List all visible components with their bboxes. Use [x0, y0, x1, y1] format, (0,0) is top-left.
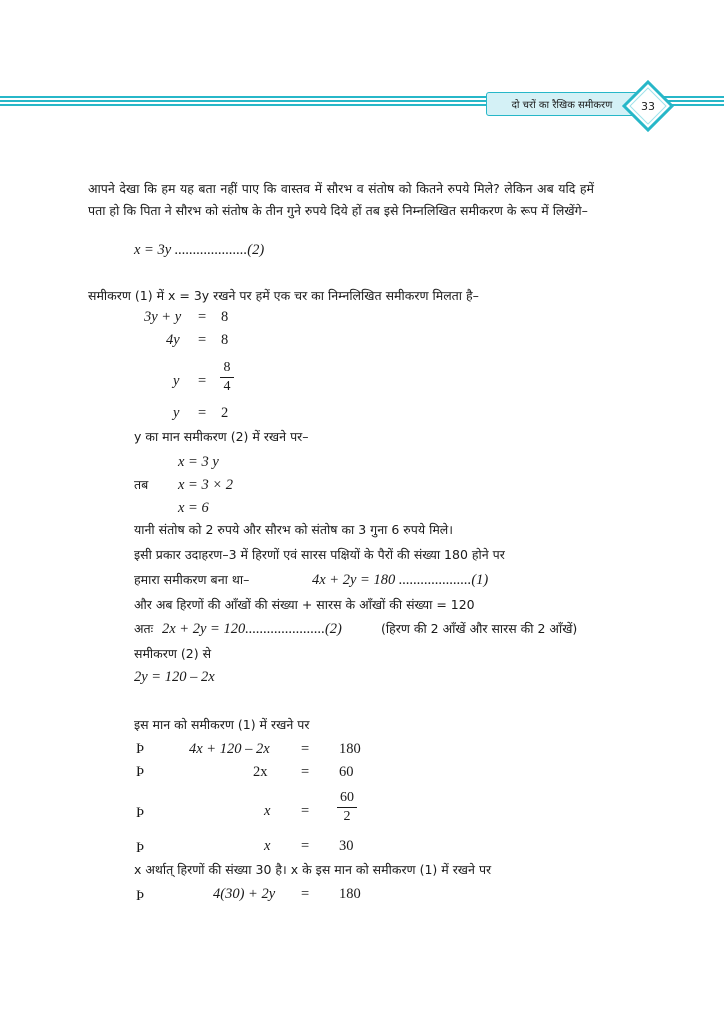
example3-line: इसी प्रकार उदाहरण–3 में हिरणों एवं सारस पक्षियों के पैरों की संख्या 180 होने पर [134, 547, 505, 562]
x-eq-2: x = 3 × 2 [178, 477, 234, 493]
step1-rhs: 8 [221, 309, 229, 325]
intro-paragraph: आपने देखा कि हम यह बता नहीं पाए कि वास्तव में सौरभ व संतोष को कितने रुपये मिले? लेकिन अब यदि हमें पता हो कि पिता ने सौरभ को संतोष के तीन गुने रुपये दिये हों तब इसे निम्नलिखित समीकरण के रूप में लिखेंगे– [88, 181, 594, 218]
step1-lhs: 3y + y [144, 309, 182, 325]
equation-2: x = 3y ....................(2) [134, 242, 265, 258]
hence-equation: 2x + 2y = 120......................(2) [162, 621, 342, 637]
result-line: यानी संतोष को 2 रुपये और सौरभ को संतोष का 3 गुना 6 रुपये मिले। [134, 522, 454, 537]
page-number: 33 [641, 99, 655, 113]
step3-fraction [220, 360, 234, 395]
s3-denominator: 2 [343, 809, 351, 824]
s5-eq: = [301, 886, 310, 902]
step2-lhs: 4y [166, 332, 180, 348]
chapter-title: दो चरों का रैखिक समीकरण [486, 92, 638, 116]
s2-rhs: 60 [339, 764, 354, 780]
s4-eq: = [301, 838, 310, 854]
substitution-line: समीकरण (1) में x = 3y रखने पर हमें एक चर का निम्नलिखित समीकरण मिलता है– [88, 288, 479, 303]
s4-rhs: 30 [339, 838, 354, 854]
therefore-symbol-5: Þ [136, 888, 145, 904]
s1-lhs: 4x + 120 – 2x [189, 741, 270, 757]
therefore-symbol-3: Þ [136, 805, 145, 821]
equation-1: 4x + 2y = 180 ....................(1) [312, 572, 489, 588]
hence-label: अतः [134, 621, 154, 636]
step4-rhs: 2 [221, 405, 229, 421]
therefore-symbol-4: Þ [136, 840, 145, 856]
s3-numerator: 60 [340, 790, 354, 805]
from-eq2-label: समीकरण (2) से [134, 646, 212, 661]
step3-denominator: 4 [223, 379, 231, 394]
hence-note: (हिरण की 2 आँखें और सारस की 2 आँखें) [381, 621, 578, 636]
x-eq-3: x = 6 [178, 500, 209, 516]
x-eq-1: x = 3 y [178, 454, 219, 470]
therefore-symbol-1: Þ [136, 741, 145, 757]
step3-lhs: y [173, 373, 180, 389]
s2-lhs: 2x [253, 764, 268, 780]
s5-lhs: 4(30) + 2y [213, 886, 276, 902]
step2-rhs: 8 [221, 332, 229, 348]
our-equation-label: हमारा समीकरण बना था– [134, 572, 250, 587]
therefore-symbol-2: Þ [136, 764, 145, 780]
step3-eq: = [198, 373, 207, 389]
step4-eq: = [198, 405, 207, 421]
substitute-line: इस मान को समीकरण (1) में रखने पर [134, 717, 310, 732]
y-value-line: y का मान समीकरण (2) में रखने पर– [134, 429, 309, 444]
tab-label: तब [134, 477, 149, 492]
s1-rhs: 180 [339, 741, 361, 757]
conclusion-line: x अर्थात् हिरणों की संख्या 30 है। x के इस मान को समीकरण (1) में रखने पर [134, 862, 492, 877]
eyes-line: और अब हिरणों की आँखों की संख्या + सारस के आँखों की संख्या = 120 [134, 597, 475, 612]
step3-numerator: 8 [223, 360, 231, 375]
step2-eq: = [198, 332, 207, 348]
s3-lhs: x [264, 803, 271, 819]
s5-rhs: 180 [339, 886, 361, 902]
s1-eq: = [301, 741, 310, 757]
step4-lhs: y [173, 405, 180, 421]
s4-lhs: x [264, 838, 271, 854]
eq-2y: 2y = 120 – 2x [134, 669, 215, 685]
s2-eq: = [301, 764, 310, 780]
s3-fraction [337, 790, 357, 825]
s3-eq: = [301, 803, 310, 819]
step1-eq: = [198, 309, 207, 325]
